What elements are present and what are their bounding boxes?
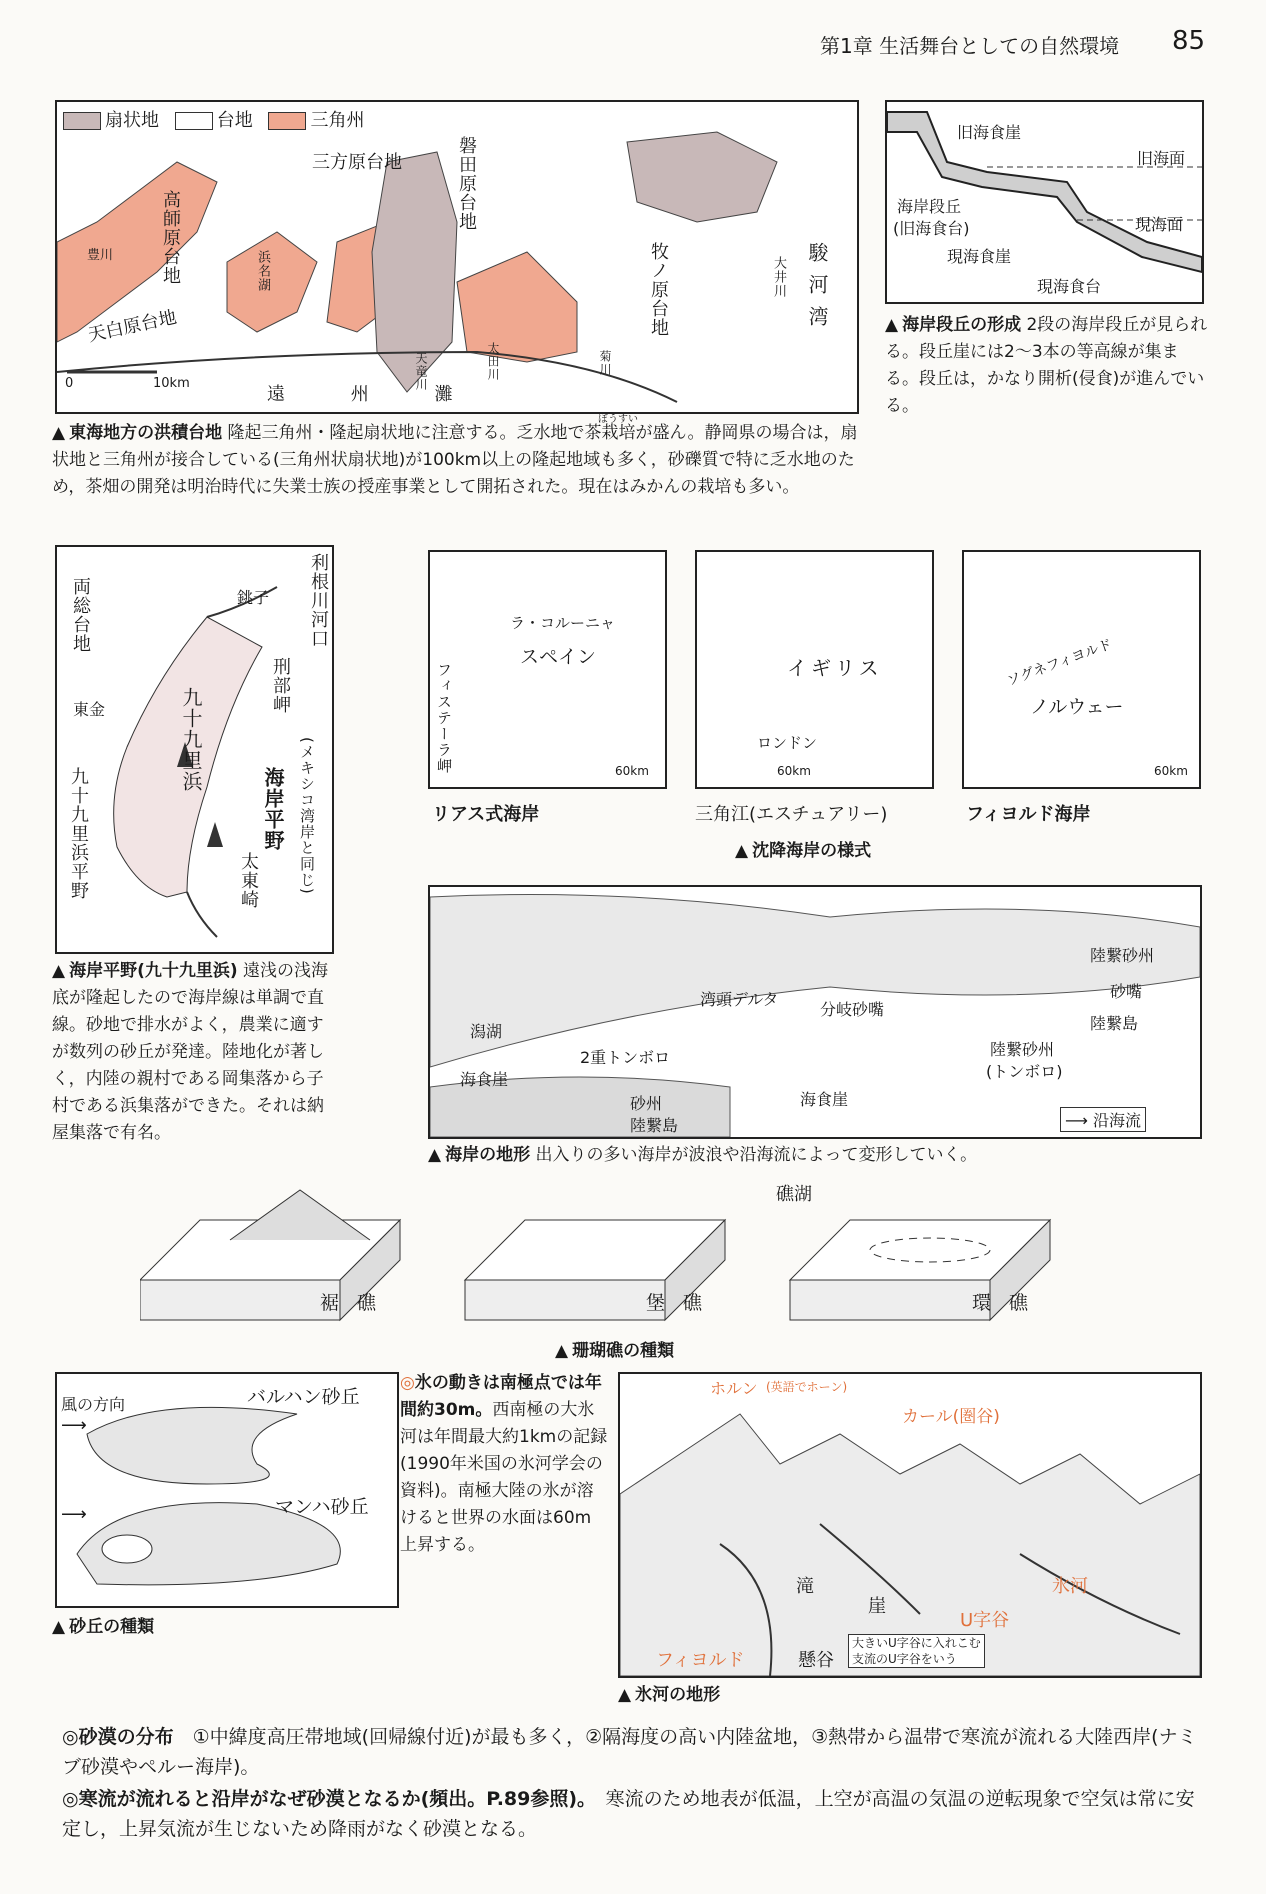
note-1-text: ①中緯度高圧帯地域(回帰線付近)が最も多く，②隔海度の高い内陸盆地，③熱帯から温帯で寒流が流れる大陸西岸(ナミブ砂漠やペルー海岸)。 (62, 1726, 1197, 1778)
legend-alluvial: 扇状地 (105, 110, 159, 131)
label-wind: 風の方向 (61, 1395, 126, 1414)
label-oigawa: 大井川 (771, 256, 786, 298)
label-ota: 太田川 (486, 342, 500, 381)
label-horn: ホルン (710, 1379, 758, 1398)
estuary-map (695, 550, 934, 789)
kujukuri-caption-title: 海岸平野(九十九里浜) (69, 961, 238, 981)
note-2-title: 寒流が流れると沿岸がなぜ砂漠となるか(頻出。P.89参照)。 (78, 1788, 587, 1810)
label-tenpaku: 天白原台地 (86, 306, 179, 347)
label-gyobu: 刑部岬 (270, 657, 291, 714)
terrace-diagram (885, 100, 1204, 304)
coral-diagram (140, 1180, 1110, 1340)
wind-arrow-2-icon: ⟶ (61, 1504, 87, 1525)
label-suruga: 駿河湾 (805, 242, 829, 338)
tokai-caption-title: 東海地方の洪積台地 (69, 423, 223, 443)
label-tombolo2: 陸繋砂州 (990, 1040, 1055, 1059)
label-horn-note: (英語でホーン) (766, 1380, 848, 1394)
delta-swatch (268, 112, 306, 130)
label-manha: マンハ砂丘 (275, 1496, 369, 1518)
note-desert (62, 1722, 1202, 1782)
note-2-text: 寒流のため地表が低温，上空が高温の気温の逆転現象で空気は常に安定し，上昇気流が生じないため降雨がなく砂漠となる。 (62, 1788, 1195, 1840)
tokai-caption: ▲ 東海地方の洪積台地 隆起三角州・隆起扇状地に注意する。乏水地で茶栽培が盛ん。静岡県の場合は，扇状地と三角州が接合している(三角州状扇状地)が100km以上の隆起地域も多く，砂礫質で特に乏水地のため，茶畑の開発は明治時代に失業士族の授産事業として開拓された。現在はみかんの栽培も多い。 (52, 423, 858, 497)
fjord-place-2: ノルウェー (1030, 696, 1124, 718)
glacier-caption: ▲ 氷河の地形 (618, 1685, 721, 1705)
hanging-note (848, 1634, 985, 1668)
estuary-scale: 60km (777, 764, 811, 778)
label-makinohara: 牧ノ原台地 (648, 242, 669, 337)
label-delta: 湾頭デルタ (700, 990, 779, 1009)
hanging-note-2: 支流のU字谷をいう (852, 1652, 957, 1666)
label-beach: 九十九里浜 (179, 687, 203, 792)
fjord-map (962, 550, 1201, 789)
label-tombolo2b: (トンボロ) (986, 1062, 1063, 1081)
legend-delta: 三角州 (310, 110, 365, 131)
label-coastal-plain: 海岸平野 (261, 767, 285, 851)
label-mexico: (メキシコ湾岸と同じ) (298, 737, 316, 895)
label-tone: 利根川河口 (308, 553, 329, 648)
kujukuri-caption-text: 遠浅の浅海底が隆起したので海岸線は単調で直線。砂地で排水がよく，農業に適すが数列の砂丘が発達。陸地化が著しく，内陸の親村である岡集落から子村である浜集落ができた。それは納屋集落で有名。 (52, 961, 329, 1143)
label-sandbar: 砂州 (630, 1094, 663, 1113)
ruby-note: ぼうすい (598, 414, 638, 425)
kujukuri-map (55, 545, 334, 954)
label-hamanako: 浜名湖 (255, 250, 270, 292)
fjord-place-1: ソグネフィヨルド (1004, 636, 1115, 690)
label-fall: 滝 (796, 1576, 814, 1597)
ice-note (400, 1370, 608, 1559)
label-cirque: カール(圏谷) (902, 1407, 1000, 1427)
terrace-caption-title: 海岸段丘の形成 (902, 315, 1022, 335)
label-fjord: フィヨルド (656, 1650, 745, 1671)
label-now-cliff: 現海食崖 (947, 247, 1012, 266)
hanging-note-1: 大きいU字谷に入れこむ (852, 1636, 981, 1650)
coral-drawing (140, 1180, 1110, 1340)
scale-ten: 10km (153, 376, 190, 391)
page-number: 85 (1172, 26, 1206, 56)
label-old-sea: 旧海面 (1137, 149, 1186, 168)
coast-caption-text: 出入りの多い海岸が波浪や沿海流によって変形していく。 (535, 1145, 978, 1165)
submergent-caption-text: 沈降海岸の様式 (752, 841, 872, 861)
ria-place-2: スペイン (520, 646, 597, 668)
fjord-scale: 60km (1154, 764, 1188, 778)
coast-diagram (428, 885, 1202, 1139)
ria-name: リアス式海岸 (432, 804, 540, 825)
label-island2: 陸繋島 (1090, 1014, 1139, 1033)
ice-note-text: 西南極の大氷河は年間最大約1kmの記録(1990年米国の氷河学会の資料)。南極大陸の氷が溶けると世界の水面は60m上昇する。 (400, 1400, 608, 1555)
label-tenryu: 天竜川 (414, 352, 428, 391)
ria-place-1: ラ・コルーニャ (510, 614, 616, 632)
label-taito: 太東崎 (238, 852, 259, 909)
label-terrace: 海岸段丘 (897, 197, 962, 216)
coral-type-atoll: 環 礁 (972, 1292, 1035, 1314)
note-1-icon: ◎ (62, 1726, 79, 1748)
label-terrace-sub: (旧海食台) (893, 219, 970, 238)
label-hanging: 懸谷 (798, 1650, 834, 1671)
dune-caption-text: 砂丘の種類 (69, 1617, 155, 1637)
submergent-caption: ▲ 沈降海岸の様式 (735, 841, 872, 861)
glacier-caption-text: 氷河の地形 (635, 1685, 721, 1705)
ria-place-3: フィステーラ岬 (435, 662, 453, 774)
label-takashi: 高師原台地 (160, 190, 181, 285)
label-kiku: 菊川 (598, 350, 612, 376)
label-ice: 氷河 (1052, 1576, 1088, 1597)
coral-caption-text: 珊瑚礁の種類 (572, 1341, 675, 1361)
kujukuri-caption: ▲ 海岸平野(九十九里浜) 遠浅の浅海底が隆起したので海岸線は単調で直線。砂地で排水がよく，農業に適すが数列の砂丘が発達。陸地化が著しく，内陸の親村である岡集落から子村である浜集落ができた。それは納屋集落で有名。 (52, 961, 329, 1143)
label-toyokawa: 豊川 (87, 248, 114, 263)
coast-caption: ▲ 海岸の地形 出入りの多い海岸が波浪や沿海流によって変形していく。 (428, 1145, 978, 1165)
estuary-name: 三角江(エスチュアリー) (695, 804, 888, 825)
label-iwata: 磐田原台地 (456, 136, 477, 231)
ice-note-bold: 氷の動きは南極点では年間約30m。 (400, 1373, 602, 1420)
glacier-diagram (618, 1372, 1202, 1678)
label-cliff1: 海食崖 (460, 1070, 509, 1089)
estuary-place-1: イギリス (787, 656, 883, 680)
coral-type-barrier: 堡 礁 (646, 1292, 709, 1314)
alluvial-swatch (63, 112, 101, 130)
dune-diagram (55, 1372, 399, 1608)
label-branch: 分岐砂嘴 (820, 1000, 885, 1019)
dune-caption: ▲ 砂丘の種類 (52, 1617, 155, 1637)
chapter-header: 第1章 生活舞台としての自然環境 (820, 34, 1120, 58)
label-tombolo-land: 陸繋砂州 (1090, 946, 1155, 965)
label-plain: 九十九里浜平野 (68, 767, 89, 900)
label-now-sea: 現海面 (1135, 215, 1184, 234)
legend-plateau: 台地 (216, 110, 253, 131)
tokai-map (55, 100, 859, 414)
current-legend (1060, 1107, 1146, 1132)
label-lagoon-reef: 礁湖 (776, 1184, 812, 1205)
note-1-title: 砂漠の分布 (78, 1726, 174, 1748)
label-spit: 砂嘴 (1110, 982, 1143, 1001)
estuary-place-2: ロンドン (757, 734, 818, 752)
label-mikatahara: 三方原台地 (312, 152, 402, 173)
ria-map (428, 550, 667, 789)
label-uvalley: U字谷 (960, 1610, 1010, 1631)
label-choshi: 銚子 (237, 588, 270, 607)
tokai-caption-text: 隆起三角州・隆起扇状地に注意する。乏水地で茶栽培が盛ん。静岡県の場合は，扇状地と三角州が接合している(三角州状扇状地)が100km以上の隆起地域も多く，砂礫質で特に乏水地のため，茶畑の開発は明治時代に失業士族の授産事業として開拓された。現在はみかんの栽培も多い。 (52, 423, 858, 497)
label-barchan: バルハン砂丘 (247, 1386, 360, 1408)
fjord-name: フィヨルド海岸 (966, 804, 1091, 825)
coral-caption: ▲ 珊瑚礁の種類 (555, 1341, 675, 1361)
terrace-caption-text: 2段の海岸段丘が見られる。段丘崖には2～3本の等高線が集まる。段丘は，かなり開析(侵食)が進んでいる。 (885, 315, 1208, 416)
label-now-bench: 現海食台 (1037, 277, 1102, 296)
terrace-caption: ▲ 海岸段丘の形成 2段の海岸段丘が見られる。段丘崖には2～3本の等高線が集まる。段丘は，かなり開析(侵食)が進んでいる。 (885, 315, 1208, 416)
label-island1: 陸繋島 (630, 1116, 679, 1135)
label-old-cliff: 旧海食崖 (957, 123, 1022, 142)
current-arrow-icon: ⟶ (1065, 1111, 1094, 1130)
label-cliff2: 海食崖 (800, 1090, 849, 1109)
map-legend (63, 106, 364, 132)
label-enshunada: 遠 州 灘 (267, 384, 483, 405)
coast-caption-title: 海岸の地形 (445, 1145, 531, 1165)
coral-type-fringing: 裾 礁 (320, 1292, 383, 1314)
note-marker-icon: ◎ (400, 1373, 415, 1393)
dune-wind-group (61, 1392, 125, 1436)
label-togane: 東金 (73, 700, 106, 719)
label-ryoso: 両総台地 (70, 577, 91, 653)
scale-zero: 0 (65, 376, 74, 391)
label-double: 2重トンボロ (580, 1048, 671, 1067)
label-lagoon: 潟湖 (470, 1022, 503, 1041)
wind-arrow-icon: ⟶ (61, 1415, 87, 1436)
label-cliff: 崖 (868, 1596, 886, 1617)
ria-scale: 60km (615, 764, 649, 778)
plateau-swatch (175, 112, 213, 130)
note-cold-current (62, 1784, 1202, 1844)
label-current: 沿海流 (1093, 1111, 1142, 1130)
note-2-icon: ◎ (62, 1788, 79, 1810)
